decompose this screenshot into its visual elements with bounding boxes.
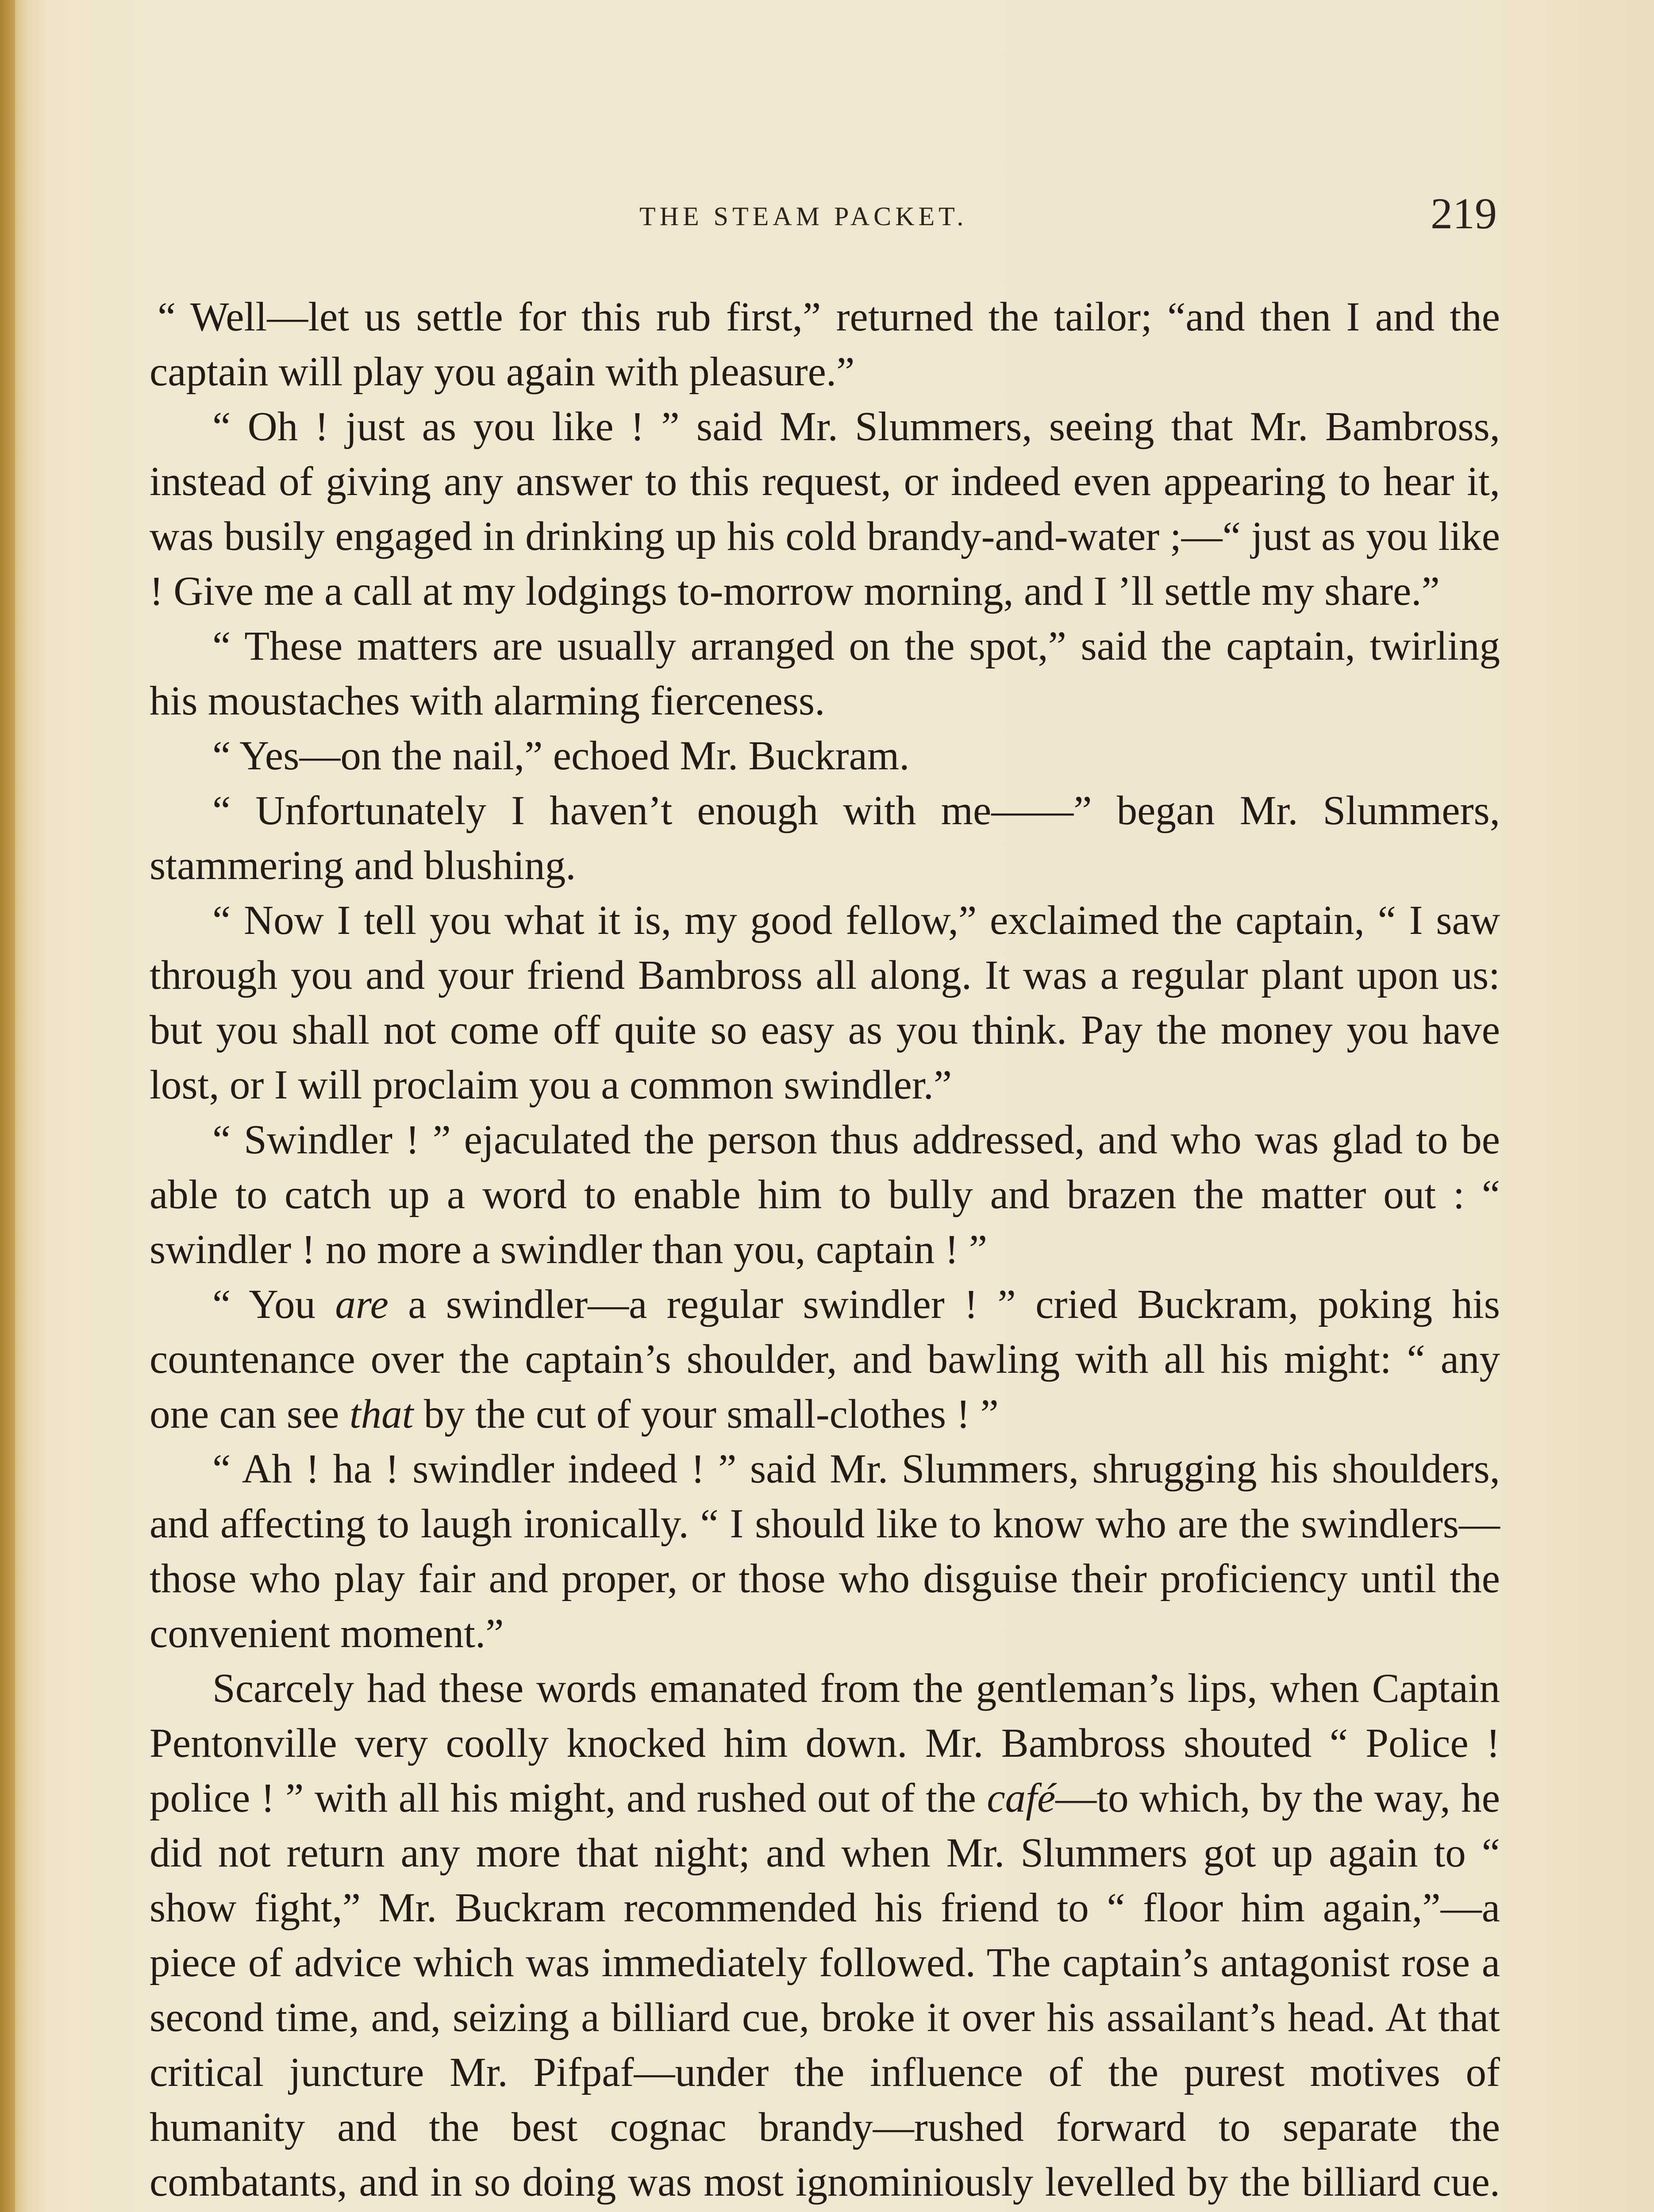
text-run: —to which, by the way, he did not return any more that night; and when Mr. Slummers got up again to “ show fight,” Mr. Buckram recommended his friend to “ floor him again,”—a piece of advice which was immediately followed. The captain’s antagonist rose a second time, and, seizing a billiard cue, broke it over his assailant’s head. At that critical juncture Mr. Pifpaf—under the influence of the purest motives of humanity and the best cognac brandy—rushed forward to separate the combatants, and in so doing was most ignominiously levelled by the billiard cue. bbox=[150, 1775, 1500, 2205]
paragraph bbox=[150, 729, 1500, 783]
paragraph bbox=[150, 783, 1500, 893]
italic-text: are bbox=[335, 1282, 388, 1327]
text-run: “ Yes—on the nail,” echoed Mr. Buckram. bbox=[212, 733, 910, 779]
paragraph bbox=[150, 1277, 1500, 1442]
text-run: a swindler—a regular swindler ! ” cried Buckram, poking his countenance over the captain’s shoulder, and bawling with all his might: “ any one can see bbox=[150, 1282, 1500, 1437]
body-text bbox=[150, 290, 1500, 2212]
paragraph bbox=[150, 1113, 1500, 1277]
running-head: THE STEAM PACKET. bbox=[639, 202, 968, 231]
page-number: 219 bbox=[1431, 189, 1497, 238]
text-run: “ Now I tell you what it is, my good fellow,” exclaimed the captain, “ I saw through you and your friend Bambross all along. It was a regular plant upon us: but you shall not come off quite so easy as you think. Pay the money you have lost, or I will proclaim you a common swindler.” bbox=[150, 898, 1500, 1108]
italic-text: that bbox=[349, 1391, 414, 1437]
paragraph bbox=[150, 399, 1500, 619]
text-run: “ These matters are usually arranged on the spot,” said the captain, twirling his moustaches with alarming fierceness. bbox=[150, 623, 1500, 724]
text-run: Scarcely had these words emanated from the gentleman’s lips, when Captain Pentonville very coolly knocked him down. Mr. Bambross shouted “ Police ! police ! ” with all his might, and rushed out of the bbox=[150, 1666, 1500, 1821]
text-run: “ You bbox=[212, 1282, 335, 1327]
text-run: “ Well—let us settle for this rub first,” returned the tailor; “and then I and the captain will play you again with pleasure.” bbox=[150, 294, 1500, 395]
text-run: by the cut of your small-clothes ! ” bbox=[413, 1391, 999, 1437]
paragraph bbox=[150, 619, 1500, 729]
text-run: “ Oh ! just as you like ! ” said Mr. Slummers, seeing that Mr. Bambross, instead of giving any answer to this request, or indeed even appearing to hear it, was busily engaged in drinking up his cold brandy-and-water ;—“ just as you like ! Give me a call at my lodgings to-morrow morning, and I ’ll settle my share.” bbox=[150, 404, 1500, 614]
paragraph bbox=[150, 1661, 1500, 2212]
italic-text: café bbox=[987, 1775, 1056, 1821]
text-run: “ Unfortunately I haven’t enough with me——” began Mr. Slummers, stammering and blushing. bbox=[150, 788, 1500, 888]
paragraph bbox=[150, 893, 1500, 1113]
paragraph bbox=[150, 290, 1500, 399]
page-gutter-shadow bbox=[0, 0, 15, 2212]
text-run: “ Swindler ! ” ejaculated the person thus addressed, and who was glad to be able to catch up a word to enable him to bully and brazen the matter out : “ swindler ! no more a swindler than you, captain ! ” bbox=[150, 1117, 1500, 1272]
text-run: “ Ah ! ha ! swindler indeed ! ” said Mr. Slummers, shrugging his shoulders, and affecting to laugh ironically. “ I should like to know who are the swindlers—those who play fair and proper, or those who disguise their proficiency until the convenient moment.” bbox=[150, 1446, 1500, 1656]
paragraph bbox=[150, 1442, 1500, 1661]
